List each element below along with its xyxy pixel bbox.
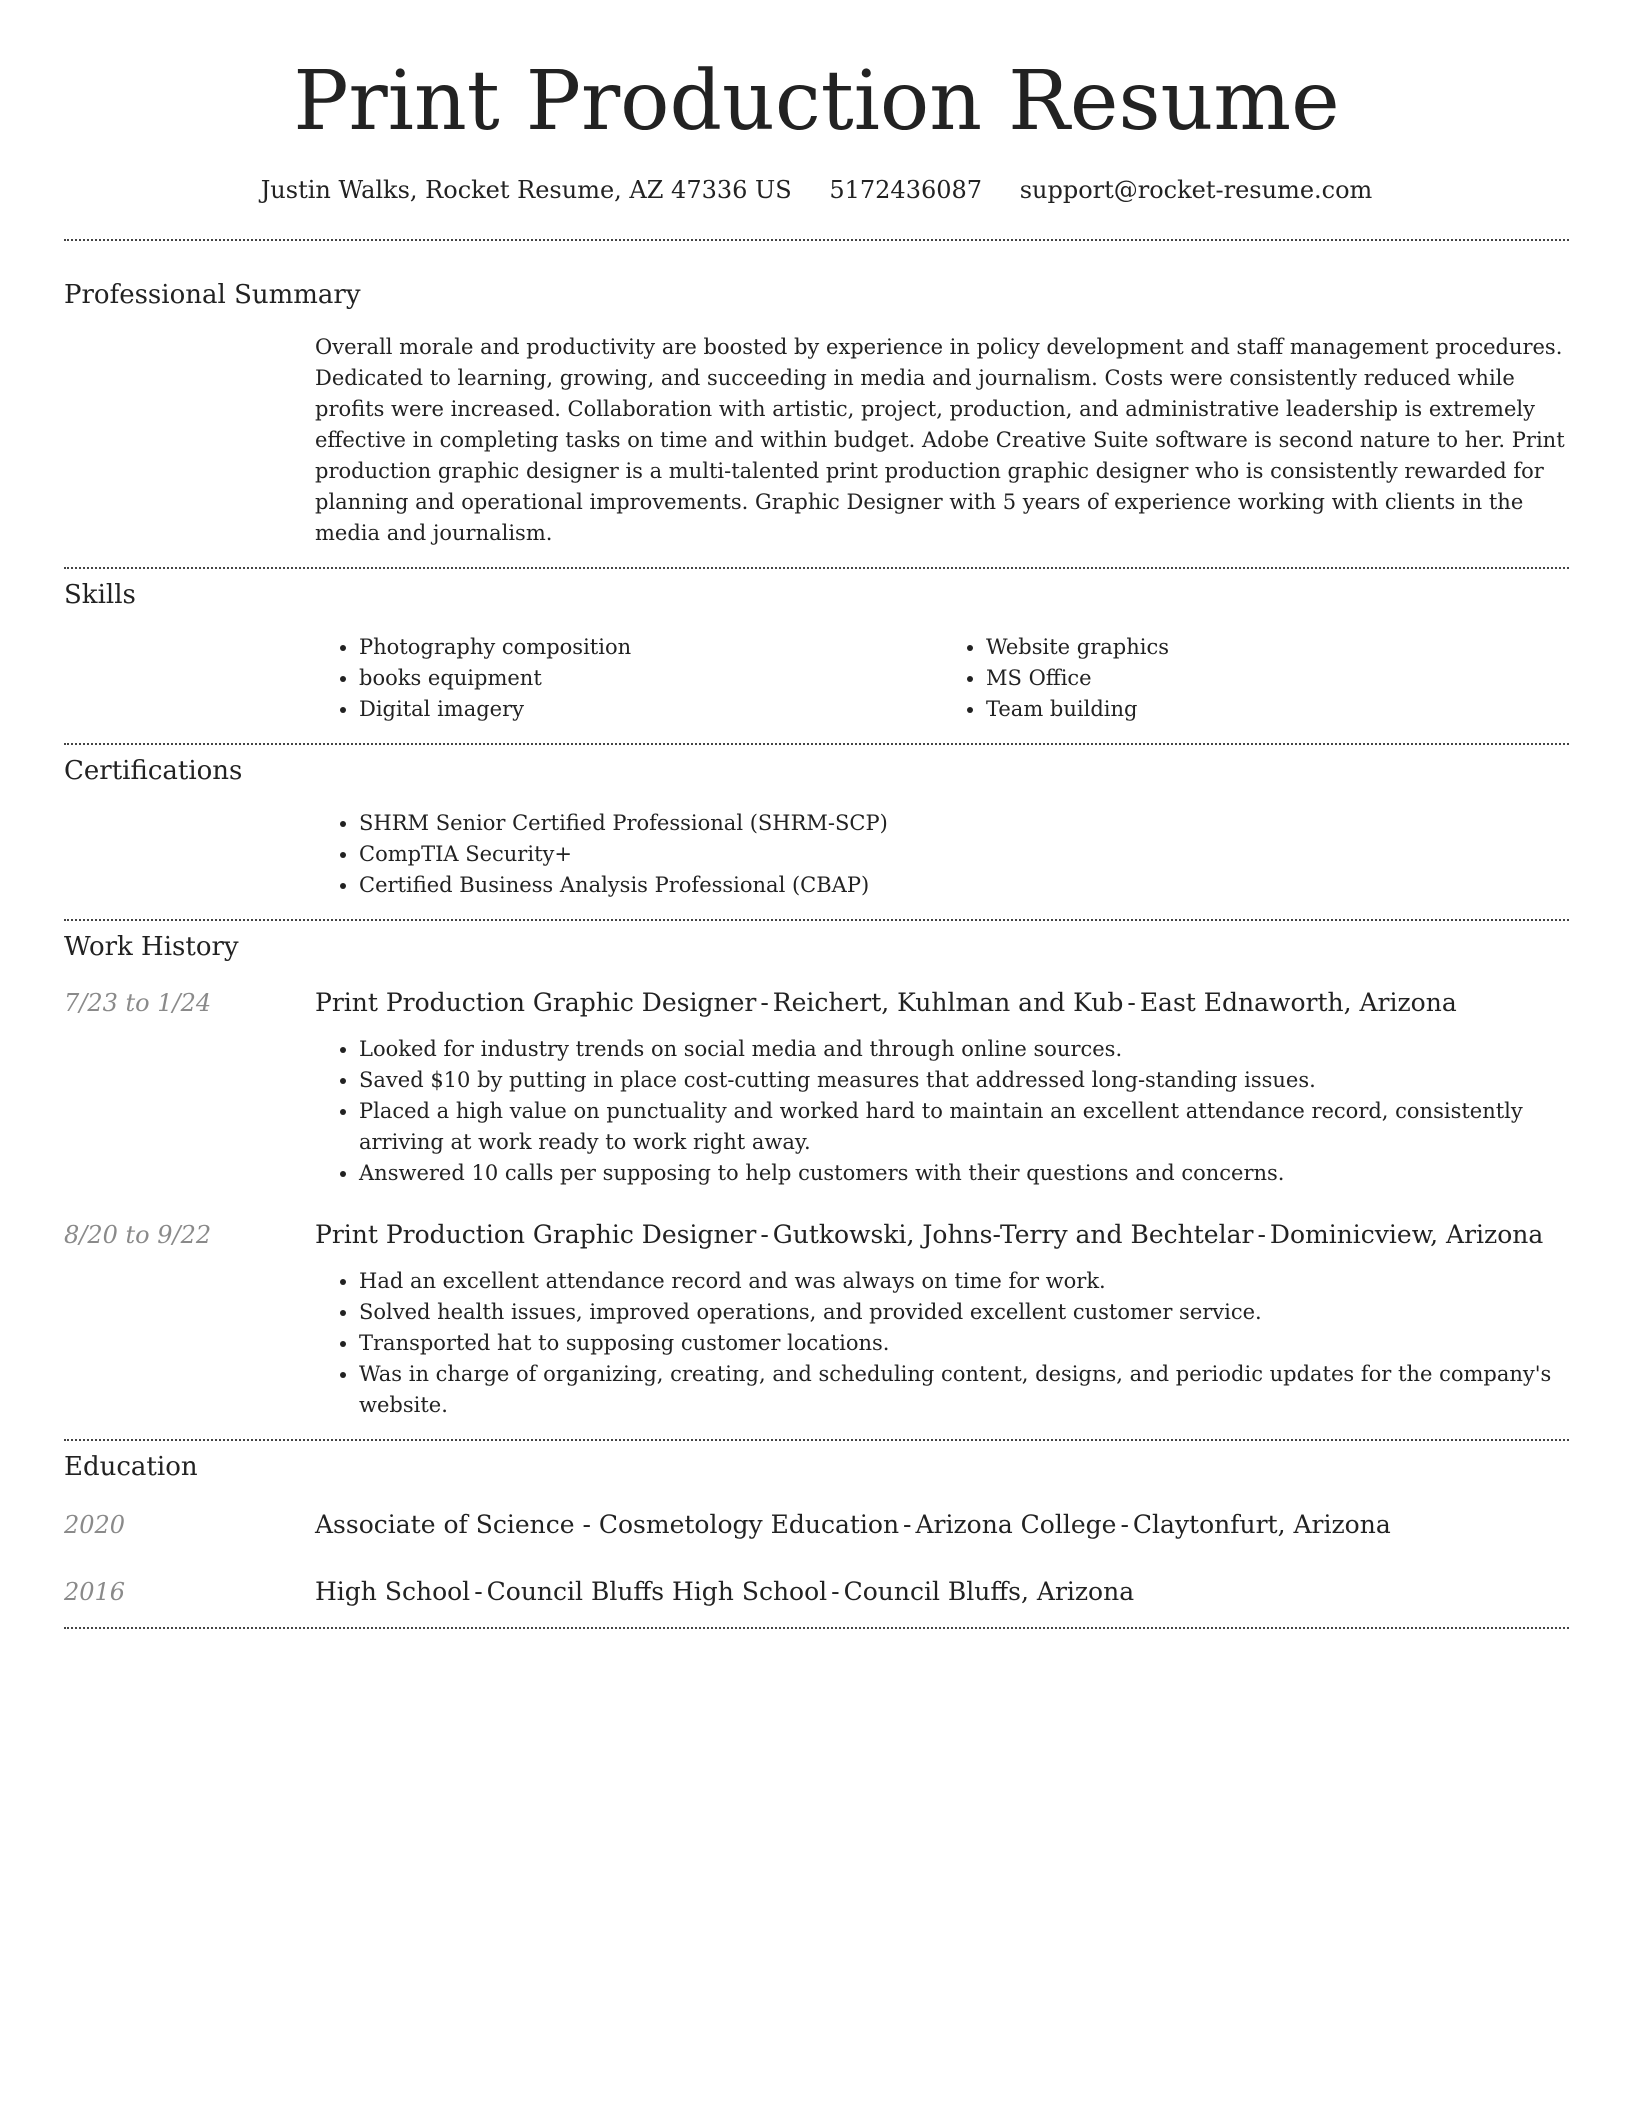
education-heading-line: High School - Council Bluffs High School - Council Bluffs, Arizona (315, 1577, 1135, 1606)
education-degree: Associate of Science - Cosmetology Education (315, 1510, 900, 1539)
education-location: Council Bluffs, Arizona (843, 1577, 1135, 1606)
list-item: • Solved health issues, improved operations, and provided excellent customer service. (359, 1297, 1569, 1328)
divider (64, 1627, 1569, 1629)
resume-page (64, 0, 1569, 1629)
list-item: • Website graphics (986, 632, 1569, 663)
education-school: Arizona College (915, 1510, 1117, 1539)
skills-section (64, 569, 1569, 743)
work-heading: Work History (64, 932, 239, 962)
list-item: • Certified Business Analysis Professional (CBAP) (359, 870, 1569, 901)
list-item: • Saved $10 by putting in place cost-cutting measures that addressed long-standing issues. (359, 1065, 1569, 1096)
contact-phone: 5172436087 (829, 176, 983, 204)
certifications-heading: Certifications (64, 756, 243, 786)
education-location: Claytonfurt, Arizona (1132, 1510, 1391, 1539)
list-item: • Had an excellent attendance record and was always on time for work. (359, 1266, 1569, 1297)
list-item: • Looked for industry trends on social media and through online sources. (359, 1034, 1569, 1065)
skills-heading: Skills (64, 580, 136, 610)
contact-email: support@rocket-resume.com (1019, 176, 1373, 204)
skills-list-left (315, 632, 942, 725)
job-heading: Print Production Graphic Designer - Reichert, Kuhlman and Kub - East Ednaworth, Arizona (315, 988, 1457, 1017)
education-entry (64, 1576, 1569, 1627)
list-item: • Team building (986, 694, 1569, 725)
job-title: Print Production Graphic Designer (315, 1220, 757, 1249)
list-item: • Digital imagery (359, 694, 942, 725)
list-item: • Was in charge of organizing, creating, and scheduling content, designs, and periodic updates for the company's website. (359, 1359, 1569, 1421)
job-dates: 7/23 to 1/24 (64, 989, 212, 1017)
job-title: Print Production Graphic Designer (315, 988, 757, 1017)
job-entry (64, 1219, 1569, 1421)
list-item: • Transported hat to supposing customer locations. (359, 1328, 1569, 1359)
education-school: Council Bluffs High School (486, 1577, 828, 1606)
list-item: • CompTIA Security+ (359, 839, 1569, 870)
certifications-section (64, 745, 1569, 919)
list-item: • Photography composition (359, 632, 942, 663)
education-year: 2020 (64, 1511, 126, 1539)
education-section (64, 1441, 1569, 1627)
education-heading-line: Associate of Science - Cosmetology Education - Arizona College - Claytonfurt, Arizona (315, 1510, 1391, 1539)
resume-title: Print Production Resume (293, 54, 1340, 149)
list-item: • Answered 10 calls per supposing to help customers with their questions and concerns. (359, 1158, 1569, 1189)
summary-section (64, 241, 1569, 567)
summary-heading: Professional Summary (64, 280, 361, 310)
education-entry (64, 1509, 1569, 1576)
list-item: • books equipment (359, 663, 942, 694)
job-bullets (315, 1034, 1569, 1189)
job-company: Reichert, Kuhlman and Kub (772, 988, 1124, 1017)
summary-text: Overall morale and productivity are boosted by experience in policy development and staff management procedures. Dedicated to learning, growing, and succeeding in media and journalism. Costs were consistently reduced while profits were increased. Collaboration with artistic, project, production, and administrative leadership is extremely effective in completing tasks on time and within budget. Adobe Creative Suite software is second nature to her. Print production graphic designer is a multi-talented print production graphic designer who is consistently rewarded for planning and operational improvements. Graphic Designer with 5 years of experience working with clients in the media and journalism. (315, 335, 1565, 545)
job-entry (64, 987, 1569, 1189)
job-location: East Ednaworth, Arizona (1139, 988, 1457, 1017)
certifications-list (315, 808, 1569, 901)
list-item: • Placed a high value on punctuality and worked hard to maintain an excellent attendance record, consistently arriving at work ready to work right away. (359, 1096, 1569, 1158)
education-heading: Education (64, 1452, 198, 1482)
contact-address: Justin Walks, Rocket Resume, AZ 47336 US (260, 176, 792, 204)
job-company: Gutkowski, Johns-Terry and Bechtelar (772, 1220, 1254, 1249)
education-degree: High School (315, 1577, 471, 1606)
job-dates: 8/20 to 9/22 (64, 1221, 212, 1249)
job-location: Dominicview, Arizona (1269, 1220, 1544, 1249)
list-item: • SHRM Senior Certified Professional (SHRM-SCP) (359, 808, 1569, 839)
job-heading: Print Production Graphic Designer - Gutkowski, Johns-Terry and Bechtelar - Dominicview, Arizona (315, 1220, 1544, 1249)
education-year: 2016 (64, 1578, 126, 1606)
skills-list-right (942, 632, 1569, 725)
list-item: • MS Office (986, 663, 1569, 694)
job-bullets (315, 1266, 1569, 1421)
contact-line (64, 174, 1569, 206)
work-section (64, 921, 1569, 1439)
